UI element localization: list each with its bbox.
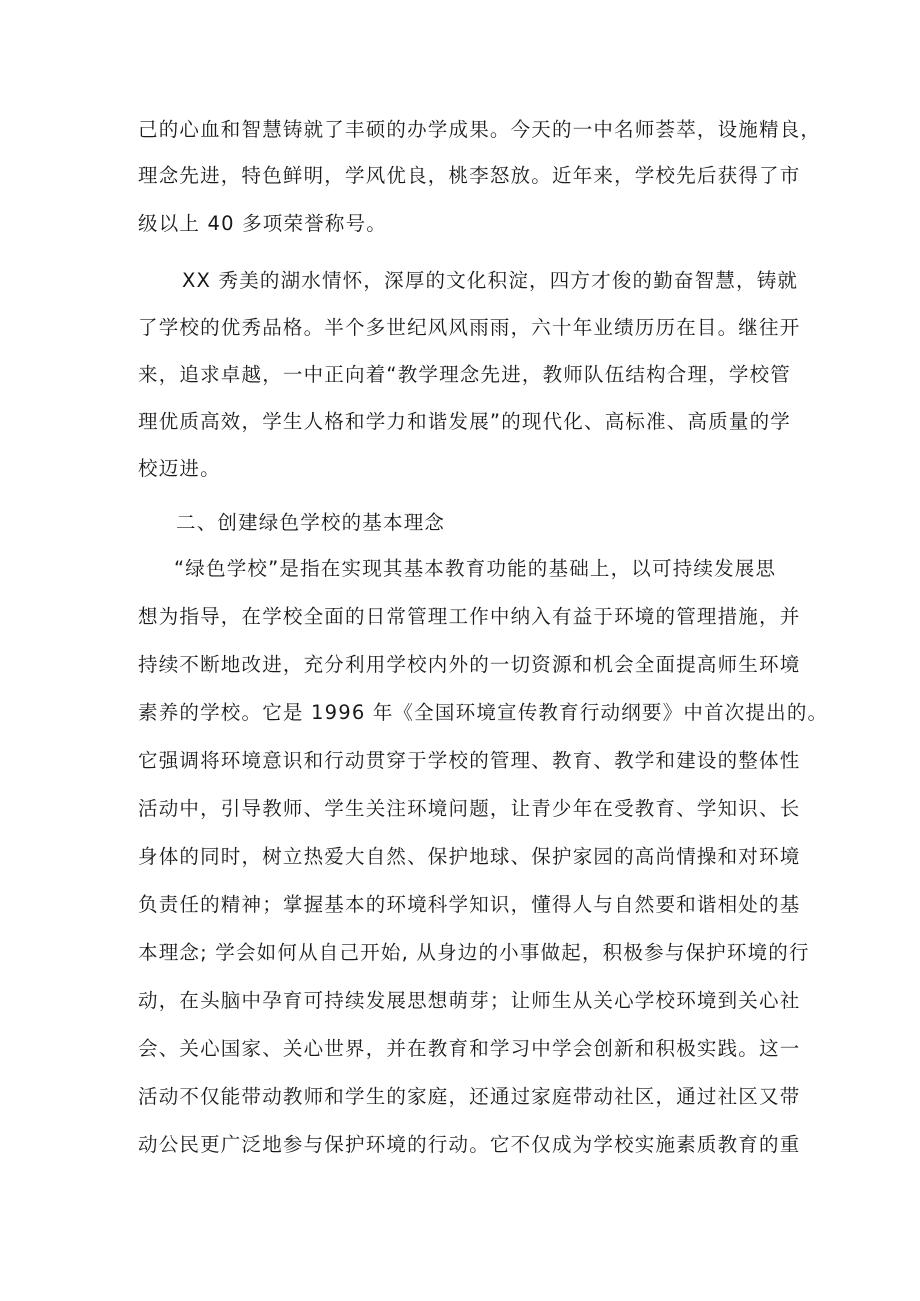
paragraph-4-line-2: 想为指导，在学校全面的日常管理工作中纳入有益于环境的管理措施，并 bbox=[138, 605, 801, 628]
paragraph-4-line-12: 活动不仅能带动教师和学生的家庭，还通过家庭带动社区，通过社区又带 bbox=[138, 1085, 801, 1108]
paragraph-1-line-3 bbox=[138, 211, 387, 237]
paragraph-4-line-8: 负责任的精神；掌握基本的环境科学知识，懂得人与自然要和谐相处的基 bbox=[138, 893, 801, 916]
paragraph-2-line-1: XX 秀美的湖水情怀，深厚的文化积淀，四方才俊的勤奋智慧，铸就 bbox=[182, 269, 799, 292]
paragraph-4-line-6: 活动中，引导教师、学生关注环境问题，让青少年在受教育、学知识、长 bbox=[138, 797, 801, 820]
number-40-line: 级以上 40 多项荣誉称号。 bbox=[138, 212, 388, 235]
paragraph-4-line-4: 素养的学校。它是 1996 年《全国环境宣传教育行动纲要》中首次提出的。 bbox=[138, 701, 829, 724]
paragraph-2-line-4: 理优质高效，学生人格和学力和谐发展”的现代化、高标准、高质量的学 bbox=[138, 410, 792, 433]
section-heading: 二、创建绿色学校的基本理念 bbox=[176, 511, 446, 534]
paragraph-4-line-1: “绿色学校”是指在实现其基本教育功能的基础上，以可持续发展思 bbox=[174, 557, 777, 580]
paragraph-4-line-10: 动，在头脑中孕育可持续发展思想萌芽；让师生从关心学校环境到关心社 bbox=[138, 989, 801, 1012]
paragraph-1-line-1: 己的心血和智慧铸就了丰硕的办学成果。今天的一中名师荟萃，设施精良， bbox=[138, 118, 822, 141]
paragraph-4-line-9: 本理念; 学会如何从自己开始, 从身边的小事做起，积极参与保护环境的行 bbox=[138, 941, 810, 964]
paragraph-4-line-13: 动公民更广泛地参与保护环境的行动。它不仅成为学校实施素质教育的重 bbox=[138, 1133, 801, 1156]
paragraph-4-line-5: 它强调将环境意识和行动贯穿于学校的管理、教育、教学和建设的整体性 bbox=[138, 749, 801, 772]
paragraph-2-line-3: 来，追求卓越，一中正向着“教学理念先进，教师队伍结构合理，学校管 bbox=[138, 363, 792, 386]
paragraph-4-line-11: 会、关心国家、关心世界，并在教育和学习中学会创新和积极实践。这一 bbox=[138, 1037, 801, 1060]
paragraph-4-line-7: 身体的同时，树立热爱大自然、保护地球、保护家园的高尚情操和对环境 bbox=[138, 845, 801, 868]
paragraph-2-line-5: 校迈进。 bbox=[138, 457, 221, 480]
paragraph-2-line-2: 了学校的优秀品格。半个多世纪风风雨雨，六十年业绩历历在目。继往开 bbox=[138, 316, 801, 339]
paragraph-4-line-3: 持续不断地改进，充分利用学校内外的一切资源和机会全面提高师生环境 bbox=[138, 653, 801, 676]
paragraph-1-line-2: 理念先进，特色鲜明，学风优良，桃李怒放。近年来，学校先后获得了市 bbox=[138, 164, 801, 187]
